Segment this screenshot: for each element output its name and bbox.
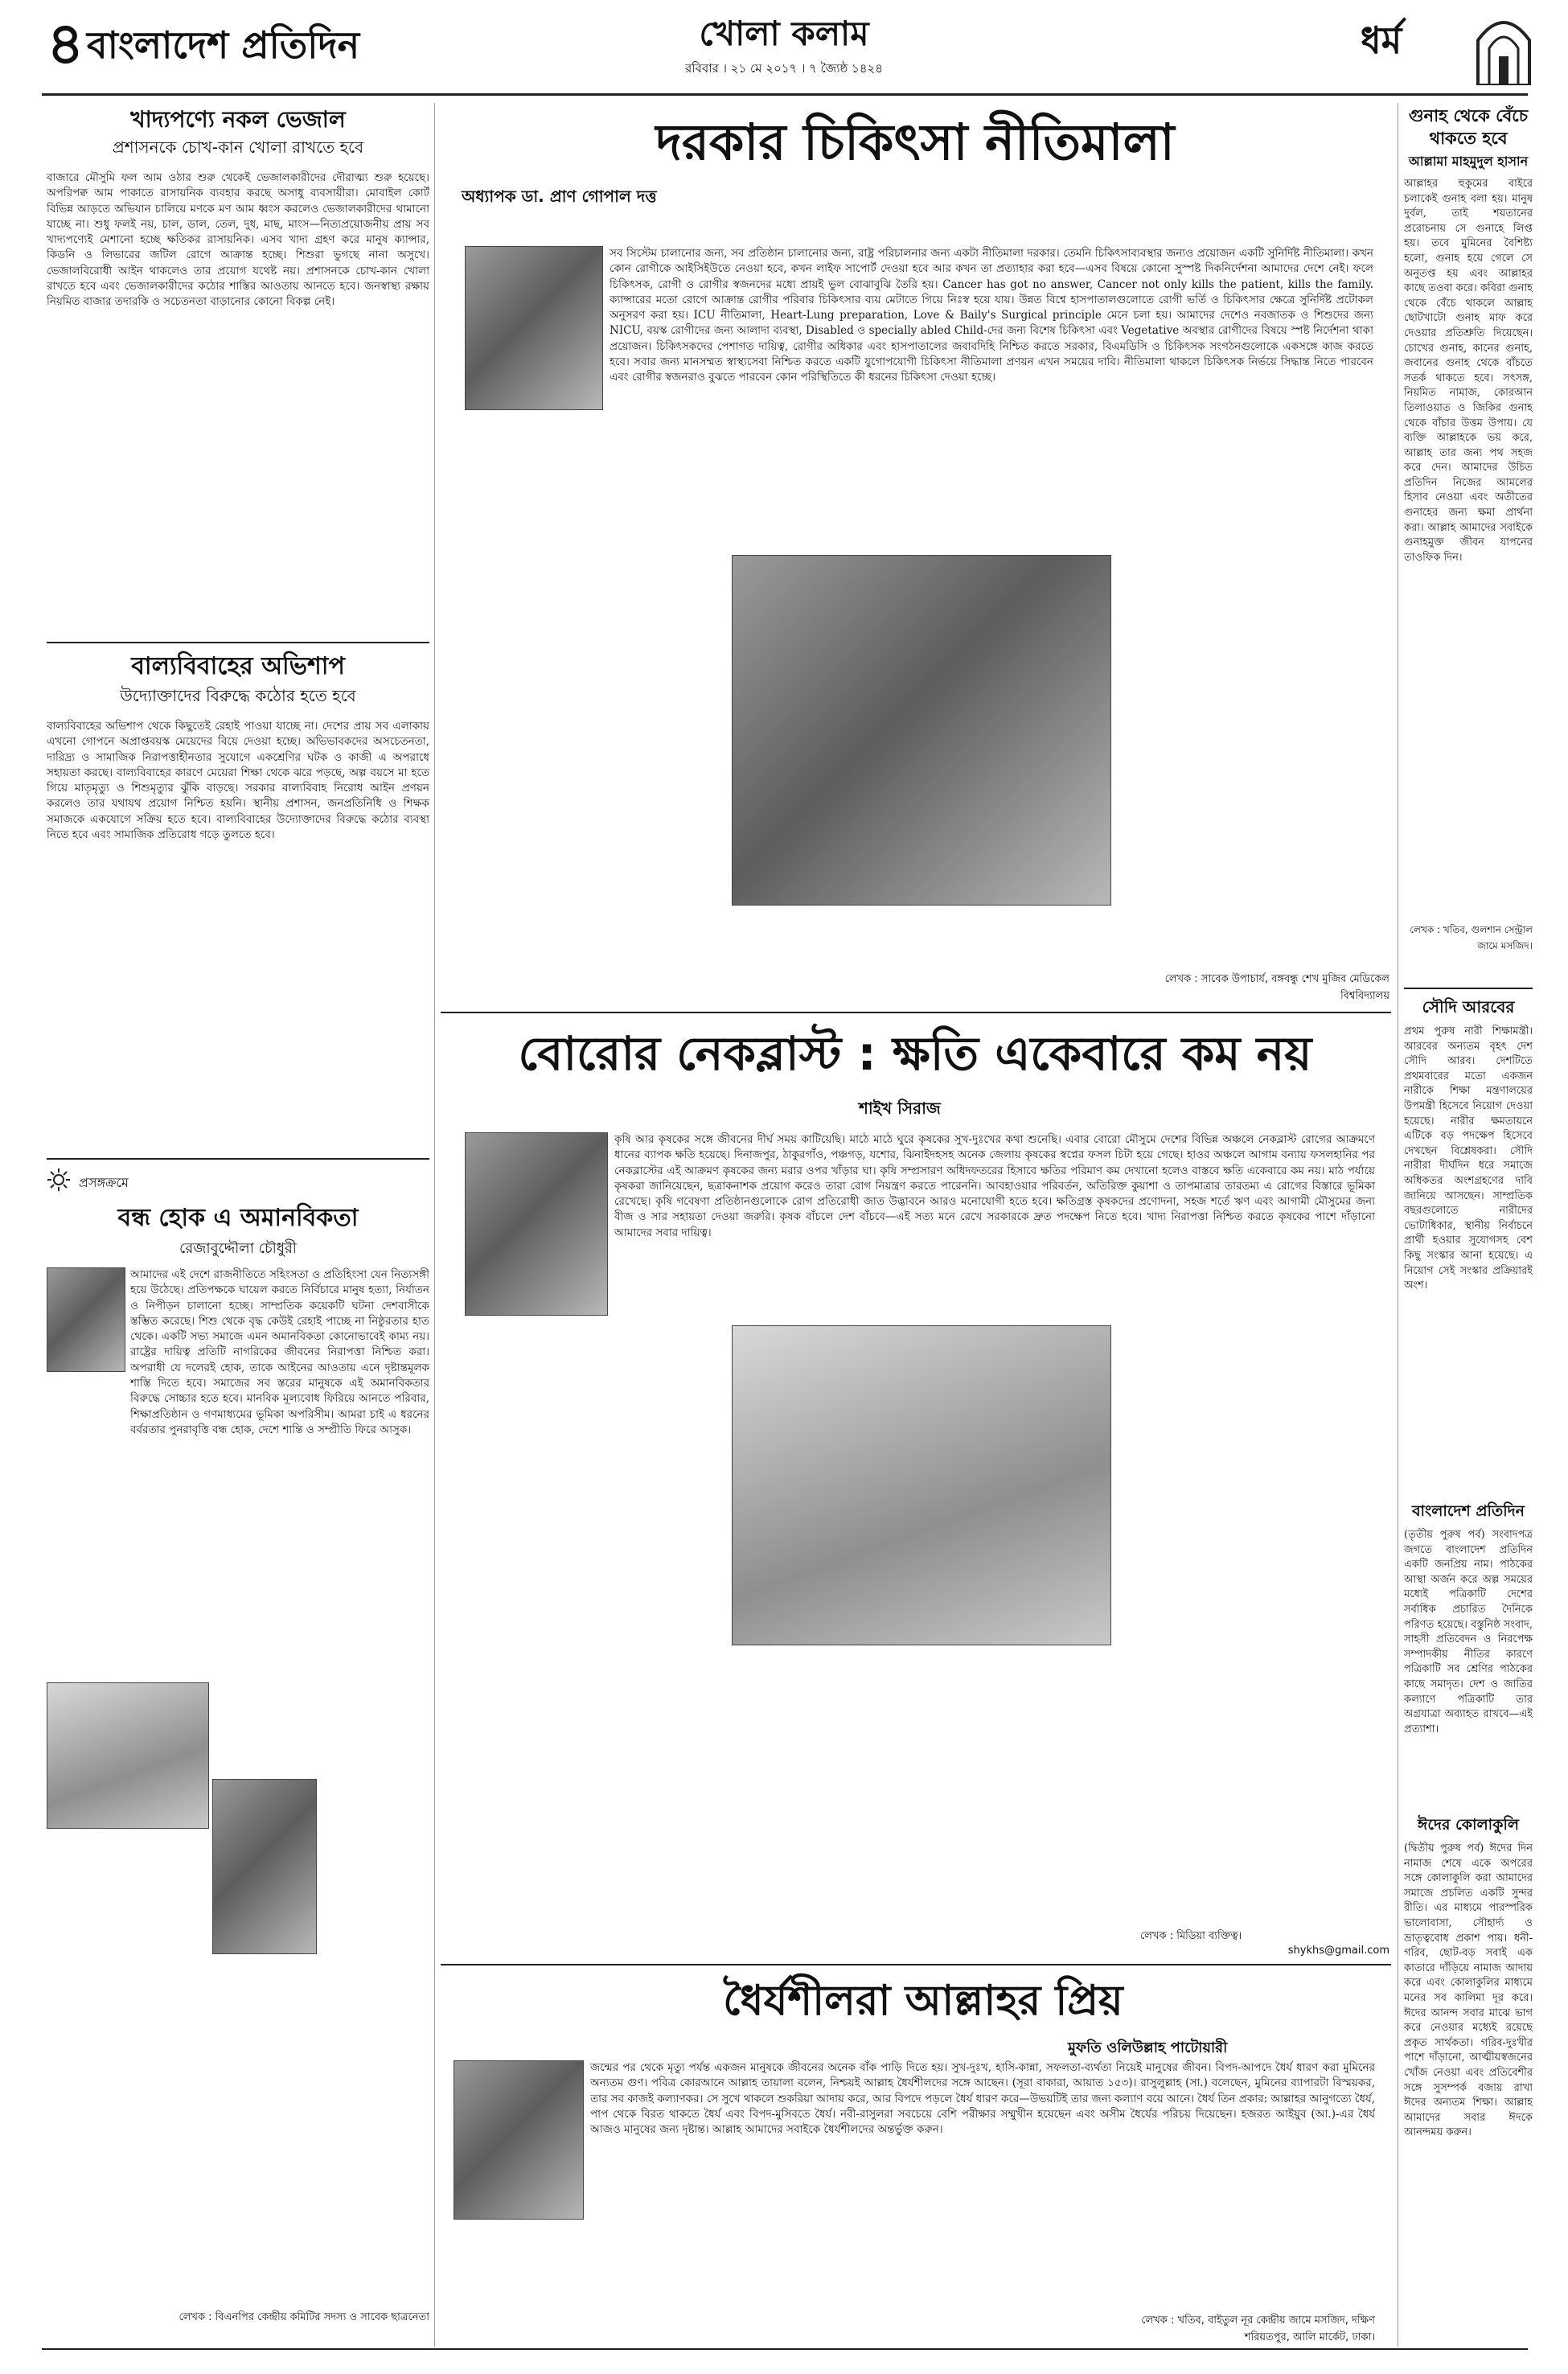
article-author: আল্লামা মাহমুদুল হাসান bbox=[1408, 154, 1529, 169]
mosque-icon bbox=[1472, 8, 1536, 85]
article-title: বাল্যবিবাহের অভিশাপ bbox=[131, 652, 345, 680]
article-byline: অধ্যাপক ডা. প্রাণ গোপাল দত্ত bbox=[462, 187, 657, 206]
author-photo bbox=[465, 1132, 608, 1316]
article-title: গুনাহ থেকে বেঁচে থাকতে হবে bbox=[1408, 106, 1529, 148]
article-title: খাদ্যপণ্যে নকল ভেজাল bbox=[130, 106, 346, 133]
page-number: ৪ bbox=[47, 9, 84, 77]
author-credit: লেখক : সাবেক উপাচার্য, বঙ্গবন্ধু শেখ মুজিব মেডিকেল বিশ্ববিদ্যালয় bbox=[1164, 973, 1389, 1002]
author-credit: লেখক : বিএনপির কেন্দ্রীয় কমিটির সদস্য ও সাবেক ছাত্রনেতা bbox=[179, 2311, 429, 2323]
paper-name: বাংলাদেশ প্রতিদিন bbox=[87, 23, 360, 67]
food-adulteration-editorial bbox=[47, 105, 429, 634]
date-line: রবিবার । ২১ মে ২০১৭ । ৭ জ্যৈষ্ঠ ১৪২৪ bbox=[685, 61, 883, 76]
article-body: সব সিস্টেম চালানোর জন্য, সব প্রতিষ্ঠান চালানোর জন্য, রাষ্ট্র পরিচালনার জন্য একটা নীতিমালা দরকার। তেমনি চিকিৎসাব্যবস্থার জন্যও প্রয়োজন একটি সুনির্দিষ্ট নীতিমালা। কখন কোন রোগীকে আইসিইউতে নেওয়া হবে, কখন লাইফ সাপোর্ট দেওয়া হবে আর কখন তা প্রত্যাহার করা হবে—এসব বিষয়ে কোনো সুস্পষ্ট দিকনির্দেশনা আমাদের দেশে নেই। ফলে চিকিৎসক, রোগী ও রোগীর স্বজনদের মধ্যে প্রায়ই ভুল বোঝাবুঝি তৈরি হয়। Cancer has got no answer, Cancer not only kills the patient, kills the family. ক্যান্সারের মতো রোগে আক্রান্ত রোগীর পরিবার চিকিৎসার ব্যয় মেটাতে গিয়ে নিঃস্ব হয়ে যায়। উন্নত বিশ্বে হাসপাতালগুলোতে রোগী ভর্তি ও চিকিৎসার ক্ষেত্রে সুনির্দিষ্ট প্রটোকল অনুসরণ করা হয়। ICU নীতিমালা, Heart-Lung preparation, Love & Baily's Surgical principle মেনে চলা হয়। আমাদের দেশেও নবজাতক ও শিশুদের জন্য NICU, বয়স্ক রোগীদের জন্য আলাদা ব্যবস্থা, Disabled ও specially abled Child-দের জন্য বিশেষ চিকিৎসা এবং Vegetative অবস্থার রোগীদের বিষয়ে স্পষ্ট নির্দেশনা থাকা প্রয়োজন। চিকিৎসকদের পেশাগত দায়িত্ব, রোগীর অধিকার এবং হাসপাতালের জবাবদিহি নিশ্চিত করতে সরকার, বিএমডিসি ও চিকিৎসক সংগঠনগুলোকে একসঙ্গে কাজ করতে হবে। সবার জন্য মানসম্মত স্বাস্থ্যসেবা নিশ্চিত করতে একটি যুগোপযোগী চিকিৎসা নীতিমালা প্রণয়ন এখন সময়ের দাবি। নীতিমালা থাকলে চিকিৎসক নির্ভয়ে সিদ্ধান্ত নিতে পারবেন এবং রোগীর স্বজনরাও বুঝতে পারবেন কোন পরিস্থিতিতে কী ধরনের চিকিৎসা দেওয়া হচ্ছে। bbox=[610, 247, 1373, 384]
article-byline: শাইখ সিরাজ bbox=[859, 1099, 941, 1118]
article-body: প্রথম পুরুষ নারী শিক্ষামন্ত্রী। আরবের অন্যতম বৃহৎ দেশ সৌদি আরব। দেশটিতে প্রথমবারের মতো একজন নারীকে শিক্ষা মন্ত্রণালয়ের উপমন্ত্রী হিসেবে নিয়োগ দেওয়া হয়েছে। নারীর ক্ষমতায়নে এটিকে বড় পদক্ষেপ হিসেবে দেখছেন বিশ্লেষকরা। সৌদি নারীরা দীর্ঘদিন ধরে সমাজে অধিকতর অংশগ্রহণের দাবি জানিয়ে আসছেন। সাম্প্রতিক বছরগুলোতে নারীদের ভোটাধিকার, স্থানীয় নির্বাচনে প্রার্থী হওয়ার সুযোগসহ বেশ কিছু সংস্কার আনা হয়েছে। এ নিয়োগ সেই সংস্কার প্রক্রিয়ারই অংশ। bbox=[1404, 1025, 1533, 1292]
article-headline: ধৈর্যশীলরা আল্লাহর প্রিয় bbox=[723, 1977, 1123, 2025]
article-body: কৃষি আর কৃষকের সঙ্গে জীবনের দীর্ঘ সময় কাটিয়েছি। মাঠে মাঠে ঘুরে কৃষকের সুখ-দুঃখের কথা শুনেছি। এবার বোরো মৌসুমে দেশের বিভিন্ন অঞ্চলে নেকব্লাস্ট রোগের আক্রমণে ধানের ব্যাপক ক্ষতি হয়েছে। দিনাজপুর, ঠাকুরগাঁও, পঞ্চগড়, যশোর, ঝিনাইদহসহ অনেক জেলায় কৃষকের স্বপ্নের ফসল চিটা হয়ে গেছে। হাওর অঞ্চলে আগাম বন্যায় ফসলহানির পর নেকব্লাস্টের এই আক্রমণ কৃষকের জন্য মরার ওপর খাঁড়ার ঘা। কৃষি সম্প্রসারণ অধিদফতরের হিসাবে ক্ষতির পরিমাণ কম দেখানো হলেও বাস্তবে ক্ষতি একেবারে কম নয়। মাঠ পর্যায়ে কৃষকরা জানিয়েছেন, ছত্রাকনাশক প্রয়োগ করেও তারা রোগ নিয়ন্ত্রণ করতে পারেননি। আবহাওয়ার পরিবর্তন, অতিরিক্ত কুয়াশা ও তাপমাত্রার তারতম্য এ রোগের বিস্তারে ভূমিকা রেখেছে। কৃষি গবেষণা প্রতিষ্ঠানগুলোকে রোগ প্রতিরোধী জাত উদ্ভাবনে আরও মনোযোগী হতে হবে। ক্ষতিগ্রস্ত কৃষকদের প্রণোদনা, সহজ শর্তে ঋণ এবং আগামী মৌসুমের জন্য বীজ ও সার সহায়তা দেওয়া জরুরি। কৃষক বাঁচলে দেশ বাঁচবে—এই সত্য মনে রেখে সরকারকে দ্রুত পদক্ষেপ নিতে হবে। খাদ্য নিরাপত্তা নিশ্চিত করতে কৃষকের পাশে দাঁড়ানো আমাদের সবার দায়িত্ব। bbox=[614, 1133, 1375, 1239]
author-credit: লেখক : মিডিয়া ব্যক্তিত্ব। bbox=[1140, 1930, 1242, 1942]
article-body: বাল্যবিবাহের অভিশাপ থেকে কিছুতেই রেহাই পাওয়া যাচ্ছে না। দেশের প্রায় সব এলাকায় এখনো গোপনে অপ্রাপ্তবয়স্ক মেয়েদের বিয়ে দেওয়া হচ্ছে। অভিভাবকদের অসচেতনতা, দারিদ্র্য ও সামাজিক নিরাপত্তাহীনতার সুযোগে একশ্রেণির ঘটক ও কাজী এ অপরাধে সহায়তা করছে। বাল্যবিবাহের কারণে মেয়েরা শিক্ষা থেকে ঝরে পড়ছে, অল্প বয়সে মা হতে গিয়ে মাতৃমৃত্যু ও শিশুমৃত্যুর ঝুঁকি বাড়ছে। সরকার বাল্যবিবাহ নিরোধ আইন প্রণয়ন করলেও তার যথাযথ প্রয়োগ নিশ্চিত হয়নি। স্থানীয় প্রশাসন, জনপ্রতিনিধি ও শিক্ষক সমাজকে একযোগে সক্রিয় হতে হবে। বাল্যবিবাহের উদ্যোক্তাদের বিরুদ্ধে কঠোর ব্যবস্থা নিতে হবে এবং সামাজিক প্রতিরোধ গড়ে তুলতে হবে। bbox=[47, 720, 429, 842]
author-credit: লেখক : খতিব, বাইতুল নূর কেন্দ্রীয় জামে মসজিদ, দক্ষিণ শরিয়তপুর, আলি মার্কেট, ঢাকা। bbox=[1141, 2314, 1375, 2343]
child-marriage-editorial bbox=[47, 650, 429, 1155]
bangladesh-pratidin-article bbox=[1404, 1501, 1533, 1806]
inhumanity-column bbox=[47, 1168, 429, 2342]
article-title: সৌদি আরবের bbox=[1422, 997, 1515, 1017]
article-body: আল্লাহর হুকুমের বাইরে চলাকেই গুনাহ বলা হয়। মানুষ দুর্বল, তাই শয়তানের প্ররোচনায় সে গুনাহে লিপ্ত হয়। তবে মুমিনের বৈশিষ্ট্য হলো, গুনাহ হয়ে গেলে সে অনুতপ্ত হয় এবং আল্লাহর কাছে তওবা করে। কবিরা গুনাহ থেকে বেঁচে থাকলে আল্লাহ ছোটখাটো গুনাহ মাফ করে দেওয়ার প্রতিশ্রুতি দিয়েছেন। চোখের গুনাহ, কানের গুনাহ, জবানের গুনাহ থেকে বাঁচতে সতর্ক থাকতে হবে। সৎসঙ্গ, নিয়মিত নামাজ, কোরআন তিলাওয়াত ও জিকির গুনাহ থেকে বাঁচার উত্তম উপায়। যে ব্যক্তি আল্লাহকে ভয় করে, আল্লাহ তার জন্য পথ সহজ করে দেন। আমাদের উচিত প্রতিদিন নিজের আমলের হিসাব নেওয়া এবং অতীতের গুনাহের জন্য ক্ষমা প্রার্থনা করা। আল্লাহ আমাদের সবাইকে গুনাহমুক্ত জীবন যাপনের তাওফিক দিন। bbox=[1404, 178, 1533, 564]
patience-article bbox=[441, 1970, 1391, 2342]
article-body: (দ্বিতীয় পুরুষ পর্ব) ঈদের দিন নামাজ শেষে একে অপরের সঙ্গে কোলাকুলি করা আমাদের সমাজে প্রচলিত একটি সুন্দর রীতি। এর মাধ্যমে পারস্পরিক ভালোবাসা, সৌহার্দ্য ও ভ্রাতৃত্ববোধ প্রকাশ পায়। ধনী-গরিব, ছোট-বড় সবাই এক কাতারে দাঁড়িয়ে নামাজ আদায় করে এবং কোলাকুলির মাধ্যমে মনের সব কালিমা দূর করে। ঈদের আনন্দ সবার মাঝে ভাগ করে নেওয়ার মধ্যেই রয়েছে প্রকৃত সার্থকতা। গরিব-দুঃখীর পাশে দাঁড়ানো, আত্মীয়স্বজনের খোঁজ নেওয়া এবং প্রতিবেশীর সঙ্গে সুসম্পর্ক বজায় রাখা ঈদের অন্যতম শিক্ষা। আল্লাহ আমাদের সবার ঈদকে আনন্দময় করুন। bbox=[1404, 1842, 1533, 2139]
masthead bbox=[0, 0, 1568, 95]
column-kicker: প্রসঙ্গক্রমে bbox=[79, 1175, 129, 1190]
article-title: ঈদের কোলাকুলি bbox=[1417, 1816, 1520, 1834]
incident-photo-1 bbox=[47, 1682, 209, 1829]
incident-photo-2 bbox=[212, 1779, 317, 1954]
author-photo bbox=[465, 246, 603, 410]
farmer-field-photo bbox=[732, 1325, 1111, 1645]
sin-avoidance-article bbox=[1404, 105, 1533, 973]
doctor-examining-child-photo bbox=[732, 555, 1111, 906]
article-author: রেজাবুদ্দৌলা চৌধুরী bbox=[179, 1240, 297, 1257]
article-body: বাজারে মৌসুমি ফল আম ওঠার শুরু থেকেই ভেজালকারীদের দৌরাত্ম্য শুরু হয়েছে। অপরিপক্ব আম পাকাতে রাসায়নিক ব্যবহার করছে অসাধু ব্যবসায়ীরা। মোবাইল কোর্ট বিভিন্ন আড়তে অভিযান চালিয়ে মণকে মণ আম ধ্বংস করলেও ভেজালকারীদের থামানো যাচ্ছে না। শুধু ফলই নয়, চাল, ডাল, তেল, দুধ, মাছ, মাংস—নিত্যপ্রয়োজনীয় প্রায় সব খাদ্যপণ্যেই মেশানো হচ্ছে ক্ষতিকর রাসায়নিক। এসব খাদ্য গ্রহণ করে মানুষ ক্যান্সার, কিডনি ও লিভারের জটিল রোগে আক্রান্ত হচ্ছে। শিশুরা ভুগছে নানা অসুখে। ভেজালবিরোধী আইন থাকলেও তার প্রয়োগ যথেষ্ট নয়। প্রশাসনকে চোখ-কান খোলা রাখতে হবে এবং ভেজালকারীদের কঠোর শাস্তির আওতায় আনতে হবে। জনস্বাস্থ্য রক্ষায় নিয়মিত বাজার তদারকি ও সচেতনতা বাড়ানোর কোনো বিকল্প নেই। bbox=[47, 171, 429, 309]
neckblast-article bbox=[441, 1020, 1391, 1961]
article-byline: মুফতি ওলিউল্লাহ পাটোয়ারী bbox=[1068, 2039, 1228, 2056]
medical-policy-article bbox=[441, 105, 1391, 1008]
author-photo bbox=[454, 2060, 584, 2220]
article-subtitle: উদ্যোক্তাদের বিরুদ্ধে কঠোর হতে হবে bbox=[120, 686, 356, 705]
article-body: আমাদের এই দেশে রাজনীতিতে সহিংসতা ও প্রতিহিংসা যেন নিত্যসঙ্গী হয়ে উঠেছে। প্রতিপক্ষকে ঘায়েল করতে নির্বিচারে মানুষ হত্যা, নির্যাতন ও নিপীড়ন চালানো হচ্ছে। সাম্প্রতিক কয়েকটি ঘটনা দেশবাসীকে স্তম্ভিত করেছে। শিশু থেকে বৃদ্ধ কেউই রেহাই পাচ্ছে না নিষ্ঠুরতার হাত থেকে। একটি সভ্য সমাজে এমন অমানবিকতা কোনোভাবেই কাম্য নয়। রাষ্ট্রের দায়িত্ব প্রতিটি নাগরিকের জীবনের নিরাপত্তা নিশ্চিত করা। অপরাধী যে দলেরই হোক, তাকে আইনের আওতায় এনে দৃষ্টান্তমূলক শাস্তি দিতে হবে। সমাজের সব স্তরের মানুষকে এই অমানবিকতার বিরুদ্ধে সোচ্চার হতে হবে। মানবিক মূল্যবোধ ফিরিয়ে আনতে পরিবার, শিক্ষাপ্রতিষ্ঠান ও গণমাধ্যমের ভূমিকা অপরিসীম। আমরা চাই এ ধরনের বর্বরতার পুনরাবৃত্তি বন্ধ হোক, দেশে শান্তি ও সম্প্রীতি ফিরে আসুক। bbox=[130, 1268, 429, 1436]
religion-section: ধর্ম bbox=[1361, 18, 1402, 62]
section-title: খোলা কলাম bbox=[699, 14, 869, 53]
article-headline: বোরোর নেকব্লাস্ট : ক্ষতি একেবারে কম নয় bbox=[518, 1026, 1312, 1081]
article-body: জন্মের পর থেকে মৃত্যু পর্যন্ত একজন মানুষকে জীবনের অনেক বাঁক পাড়ি দিতে হয়। সুখ-দুঃখ, হাসি-কান্না, সফলতা-ব্যর্থতা নিয়েই মানুষের জীবন। বিপদ-আপদে ধৈর্য ধারণ করা মুমিনের অন্যতম গুণ। পবিত্র কোরআনে আল্লাহ তায়ালা বলেন, নিশ্চয়ই আল্লাহ ধৈর্যশীলদের সঙ্গে আছেন। (সূরা বাকারা, আয়াত ১৫৩)। রাসুলুল্লাহ (সা.) বলেছেন, মুমিনের ব্যাপারটা বিস্ময়কর, তার সব কাজই কল্যাণকর। সে সুখে থাকলে শুকরিয়া আদায় করে, আর বিপদে পড়লে ধৈর্য ধারণ করে—উভয়টিই তার জন্য কল্যাণ বয়ে আনে। ধৈর্য তিন প্রকার: আল্লাহর আনুগত্যে ধৈর্য, পাপ থেকে বিরত থাকতে ধৈর্য এবং বিপদ-মুসিবতে ধৈর্য। নবী-রাসুলরা সবচেয়ে বেশি পরীক্ষার সম্মুখীন হয়েছেন এবং অসীম ধৈর্যের পরিচয় দিয়েছেন। হজরত আইয়ুব (আ.)-এর ধৈর্য আজও মানুষের জন্য দৃষ্টান্ত। আল্লাহ আমাদের সবাইকে ধৈর্যশীলদের অন্তর্ভুক্ত করুন। bbox=[590, 2061, 1375, 2137]
author-email: shykhs@gmail.com bbox=[1287, 1945, 1389, 1957]
sun-icon bbox=[47, 1168, 71, 1192]
article-subtitle: প্রশাসনকে চোখ-কান খোলা রাখতে হবে bbox=[112, 138, 364, 157]
saudi-arabia-article bbox=[1404, 996, 1533, 1494]
author-credit: লেখক : খতিব, গুলশান সেন্ট্রাল জামে মসজিদ। bbox=[1410, 924, 1533, 951]
article-body: (তৃতীয় পুরুষ পর্ব) সংবাদপত্র জগতে বাংলাদেশ প্রতিদিন একটি জনপ্রিয় নাম। পাঠকের আস্থা অর্জন করে অল্প সময়ের মধ্যেই পত্রিকাটি দেশের সর্বাধিক প্রচারিত দৈনিকে পরিণত হয়েছে। বস্তুনিষ্ঠ সংবাদ, সাহসী প্রতিবেদন ও নিরপেক্ষ সম্পাদকীয় নীতির কারণে পত্রিকাটি সব শ্রেণির পাঠকের কাছে সমাদৃত। দেশ ও জাতির কল্যাণে পত্রিকাটি তার অগ্রযাত্রা অব্যাহত রাখবে—এই প্রত্যাশা। bbox=[1404, 1529, 1533, 1735]
article-title: বন্ধ হোক এ অমানবিকতা bbox=[117, 1204, 359, 1232]
article-title: বাংলাদেশ প্রতিদিন bbox=[1411, 1502, 1525, 1520]
article-headline: দরকার চিকিৎসা নীতিমালা bbox=[655, 113, 1175, 171]
eid-embrace-article bbox=[1404, 1814, 1533, 2342]
author-photo bbox=[47, 1267, 125, 1372]
